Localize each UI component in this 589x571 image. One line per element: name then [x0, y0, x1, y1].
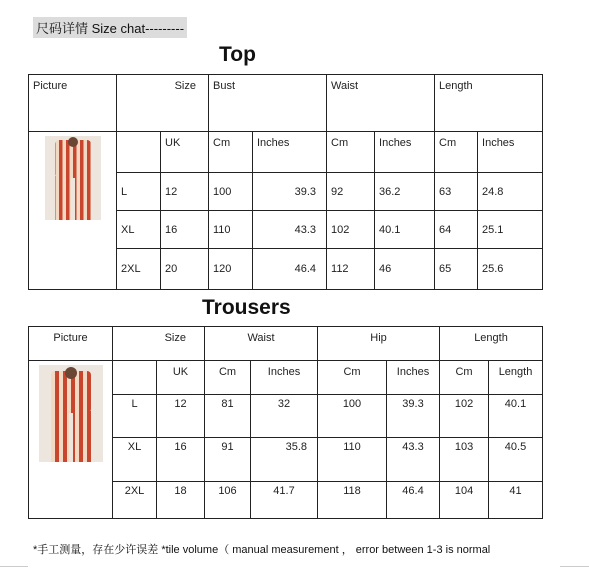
waist-cm: 106 — [205, 482, 251, 519]
top-product-photo — [45, 136, 101, 220]
top-subheader-bust-inches: Inches — [253, 132, 327, 173]
waist-cm: 91 — [205, 438, 251, 482]
top-subheader-length-cm: Cm — [435, 132, 478, 173]
waist-inches: 32 — [251, 395, 318, 438]
hip-cm: 100 — [318, 395, 387, 438]
uk-size: 16 — [161, 211, 209, 249]
bottom-left-divider — [0, 566, 28, 567]
length-cm: 103 — [440, 438, 489, 482]
uk-size: 18 — [157, 482, 205, 519]
length-cm: 65 — [435, 249, 478, 290]
top-header-row — [29, 75, 543, 132]
trousers-size-table — [28, 326, 543, 519]
waist-inches: 35.8 — [251, 438, 318, 482]
trousers-header-size: Size — [113, 327, 205, 361]
length-inches: 40.1 — [489, 395, 543, 438]
waist-inches: 36.2 — [375, 173, 435, 211]
bust-cm: 120 — [209, 249, 253, 290]
hip-cm: 110 — [318, 438, 387, 482]
trousers-section-title: Trousers — [202, 296, 291, 319]
waist-cm: 92 — [327, 173, 375, 211]
waist-cm: 81 — [205, 395, 251, 438]
trousers-picture-cell — [29, 361, 113, 519]
size-label: XL — [113, 438, 157, 482]
top-header-picture: Picture — [29, 75, 117, 132]
trousers-subheader-blank — [113, 361, 157, 395]
bust-cm: 110 — [209, 211, 253, 249]
length-inches: 41 — [489, 482, 543, 519]
bust-inches: 39.3 — [253, 173, 327, 211]
trousers-subheader-length: Length — [489, 361, 543, 395]
size-label: L — [117, 173, 161, 211]
size-label: L — [113, 395, 157, 438]
trousers-subheader-waist-cm: Cm — [205, 361, 251, 395]
hip-inches: 43.3 — [387, 438, 440, 482]
page-title: 尺码详情 Size chat--------- — [33, 17, 187, 38]
trousers-subheader-row — [29, 361, 543, 395]
trousers-subheader-uk: UK — [157, 361, 205, 395]
length-cm: 104 — [440, 482, 489, 519]
trousers-product-photo — [39, 365, 103, 462]
trousers-subheader-hip-inches: Inches — [387, 361, 440, 395]
size-label: 2XL — [117, 249, 161, 290]
top-size-table — [28, 74, 543, 290]
top-subheader-row — [29, 132, 543, 173]
trousers-header-picture: Picture — [29, 327, 113, 361]
uk-size: 12 — [161, 173, 209, 211]
hip-inches: 39.3 — [387, 395, 440, 438]
uk-size: 16 — [157, 438, 205, 482]
bust-cm: 100 — [209, 173, 253, 211]
top-subheader-bust-cm: Cm — [209, 132, 253, 173]
measurement-note: *手工测量，存在少许误差 *tile volume（ manual measurement ， error between 1-3 is normal — [33, 544, 491, 556]
hip-inches: 46.4 — [387, 482, 440, 519]
length-cm: 102 — [440, 395, 489, 438]
waist-cm: 112 — [327, 249, 375, 290]
top-subheader-length-inches: Inches — [478, 132, 543, 173]
length-cm: 63 — [435, 173, 478, 211]
uk-size: 20 — [161, 249, 209, 290]
top-header-size: Size — [117, 75, 209, 132]
trousers-header-waist: Waist — [205, 327, 318, 361]
hip-cm: 118 — [318, 482, 387, 519]
size-label: 2XL — [113, 482, 157, 519]
trousers-subheader-waist-inches: Inches — [251, 361, 318, 395]
bottom-right-divider — [560, 566, 589, 567]
waist-inches: 41.7 — [251, 482, 318, 519]
trousers-header-row — [29, 327, 543, 361]
top-picture-cell — [29, 132, 117, 290]
trousers-header-hip: Hip — [318, 327, 440, 361]
top-subheader-waist-inches: Inches — [375, 132, 435, 173]
top-header-length: Length — [435, 75, 543, 132]
waist-inches: 40.1 — [375, 211, 435, 249]
top-header-bust: Bust — [209, 75, 327, 132]
length-inches: 24.8 — [478, 173, 543, 211]
waist-inches: 46 — [375, 249, 435, 290]
top-header-waist: Waist — [327, 75, 435, 132]
bust-inches: 43.3 — [253, 211, 327, 249]
top-subheader-waist-cm: Cm — [327, 132, 375, 173]
trousers-header-length: Length — [440, 327, 543, 361]
top-subheader-uk: UK — [161, 132, 209, 173]
size-label: XL — [117, 211, 161, 249]
length-inches: 25.6 — [478, 249, 543, 290]
waist-cm: 102 — [327, 211, 375, 249]
length-inches: 25.1 — [478, 211, 543, 249]
top-subheader-blank — [117, 132, 161, 173]
trousers-subheader-hip-cm: Cm — [318, 361, 387, 395]
trousers-subheader-length-cm: Cm — [440, 361, 489, 395]
length-inches: 40.5 — [489, 438, 543, 482]
bust-inches: 46.4 — [253, 249, 327, 290]
length-cm: 64 — [435, 211, 478, 249]
top-section-title: Top — [219, 43, 256, 66]
uk-size: 12 — [157, 395, 205, 438]
